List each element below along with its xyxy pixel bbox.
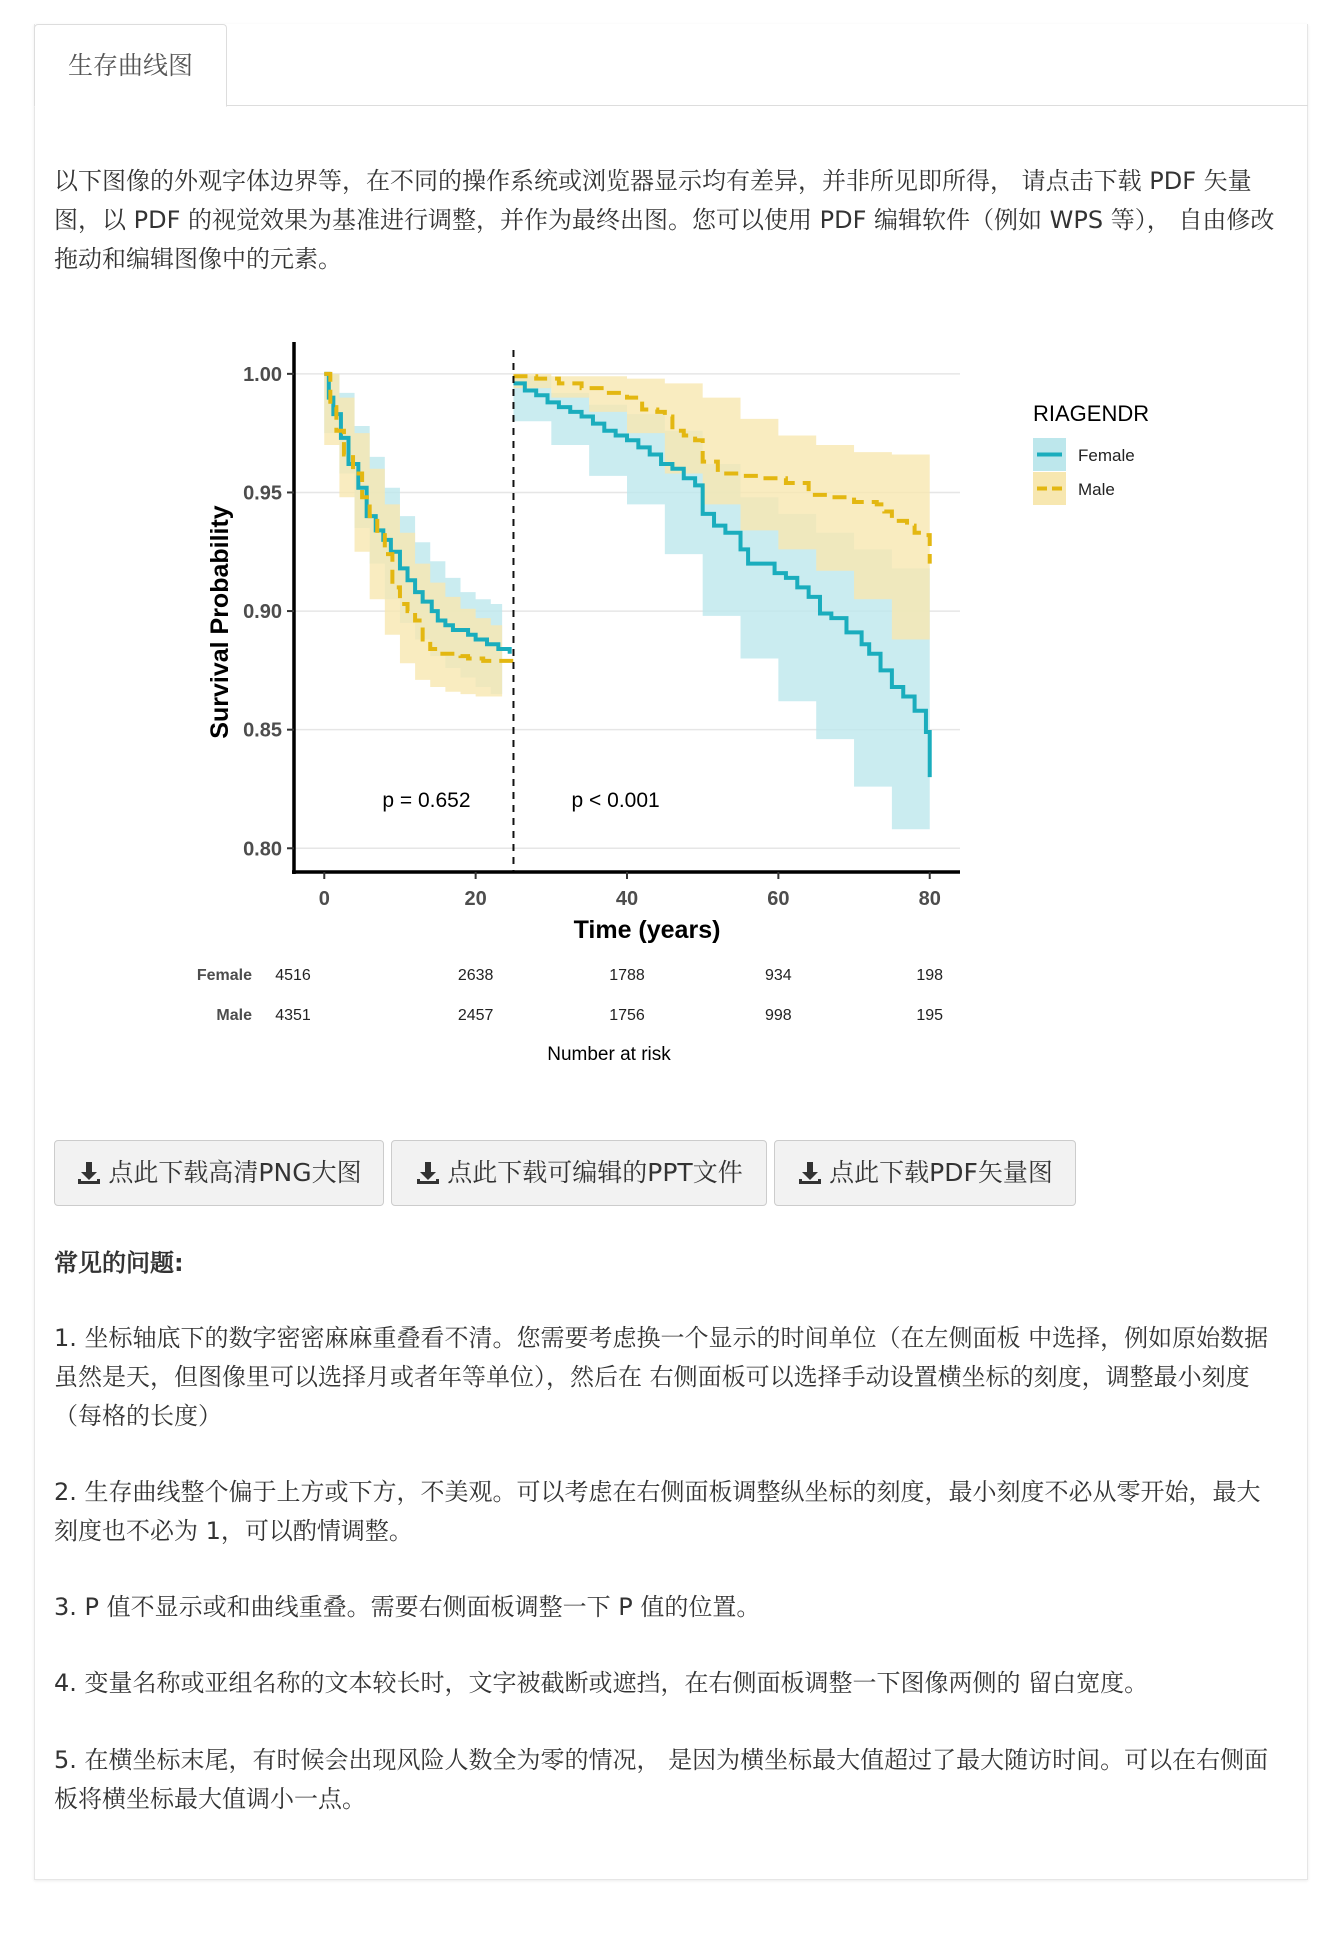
- download-pdf-button[interactable]: [774, 1140, 1076, 1206]
- x-axis-label: Time (years): [573, 916, 721, 944]
- risk-count: 934: [765, 967, 792, 984]
- y-tick-label: 0.95: [243, 482, 282, 505]
- risk-count: 4516: [275, 967, 311, 984]
- download-ppt-button[interactable]: [391, 1140, 767, 1206]
- km-chart: [0, 300, 1325, 1080]
- x-tick-label: 40: [615, 888, 639, 910]
- legend-title: RIAGENDR: [1033, 401, 1150, 426]
- legend-label-female: Female: [1078, 446, 1135, 465]
- risk-count: 1788: [609, 967, 645, 984]
- y-tick-label: 0.90: [243, 601, 282, 624]
- legend-label-male: Male: [1078, 480, 1115, 499]
- download-icon: [415, 1160, 441, 1186]
- x-tick-label: 0: [318, 888, 330, 910]
- risk-count: 4351: [275, 1007, 311, 1024]
- risk-count: 195: [916, 1007, 944, 1024]
- risk-count: 2638: [457, 967, 494, 984]
- risk-count: 2457: [457, 1007, 494, 1024]
- tab-survival-curve[interactable]: 生存曲线图: [34, 24, 227, 107]
- x-tick-label: 80: [918, 888, 941, 910]
- y-axis-label: Survival Probability: [206, 505, 234, 739]
- tab-bar: [34, 24, 1308, 106]
- download-pdf-label: 点此下载PDF矢量图: [829, 1158, 1053, 1187]
- risk-count: 1756: [609, 1007, 645, 1024]
- p-value-label: p < 0.001: [571, 788, 660, 812]
- x-tick-label: 20: [464, 888, 487, 910]
- x-tick-label: 60: [767, 888, 790, 910]
- faq-item: 3. P 值不显示或和曲线重叠。需要右侧面板调整一下 P 值的位置。: [54, 1593, 761, 1621]
- download-png-label: 点此下载高清PNG大图: [108, 1158, 362, 1187]
- download-icon: [76, 1160, 102, 1186]
- intro-text: 以下图像的外观字体边界等，在不同的操作系统或浏览器显示均有差异，并非所见即所得， 请点击下载 PDF 矢量图，以 PDF 的视觉效果为基准进行调整，并作为最终出图。您可以使用 PDF 编辑软件（例如 WPS 等）， 自由修改拖动和编辑图像中的元素。: [54, 167, 1275, 273]
- risk-table-title: Number at risk: [547, 1044, 671, 1065]
- risk-table-group-label: Male: [216, 1007, 252, 1024]
- y-tick-label: 0.85: [243, 719, 282, 742]
- p-value-label: p = 0.652: [382, 788, 471, 812]
- download-icon: [797, 1160, 823, 1186]
- download-png-button[interactable]: [54, 1140, 384, 1206]
- faq-item: 4. 变量名称或亚组名称的文本较长时，文字被截断或遮挡，在右侧面板调整一下图像两侧的 留白宽度。: [54, 1669, 1149, 1697]
- confidence-band-male: [324, 374, 502, 697]
- faq-item: 1. 坐标轴底下的数字密密麻麻重叠看不清。您需要考虑换一个显示的时间单位（在左侧面板 中选择，例如原始数据虽然是天，但图像里可以选择月或者年等单位），然后在 右侧面板可以选择手动设置横坐标的刻度，调整最小刻度（每格的长度）: [54, 1324, 1269, 1430]
- faq-title: 常见的问题:: [54, 1249, 184, 1277]
- risk-table-group-label: Female: [196, 967, 252, 984]
- y-tick-label: 0.80: [243, 838, 282, 861]
- faq-item: 5. 在横坐标末尾，有时候会出现风险人数全为零的情况， 是因为横坐标最大值超过了最大随访时间。可以在右侧面板将横坐标最大值调小一点。: [54, 1746, 1269, 1813]
- faq-item: 2. 生存曲线整个偏于上方或下方，不美观。可以考虑在右侧面板调整纵坐标的刻度，最小刻度不必从零开始，最大刻度也不必为 1，可以酌情调整。: [54, 1478, 1261, 1545]
- risk-count: 198: [916, 967, 944, 984]
- download-ppt-label: 点此下载可编辑的PPT文件: [447, 1158, 743, 1187]
- y-tick-label: 1.00: [243, 363, 282, 386]
- risk-count: 998: [765, 1007, 792, 1024]
